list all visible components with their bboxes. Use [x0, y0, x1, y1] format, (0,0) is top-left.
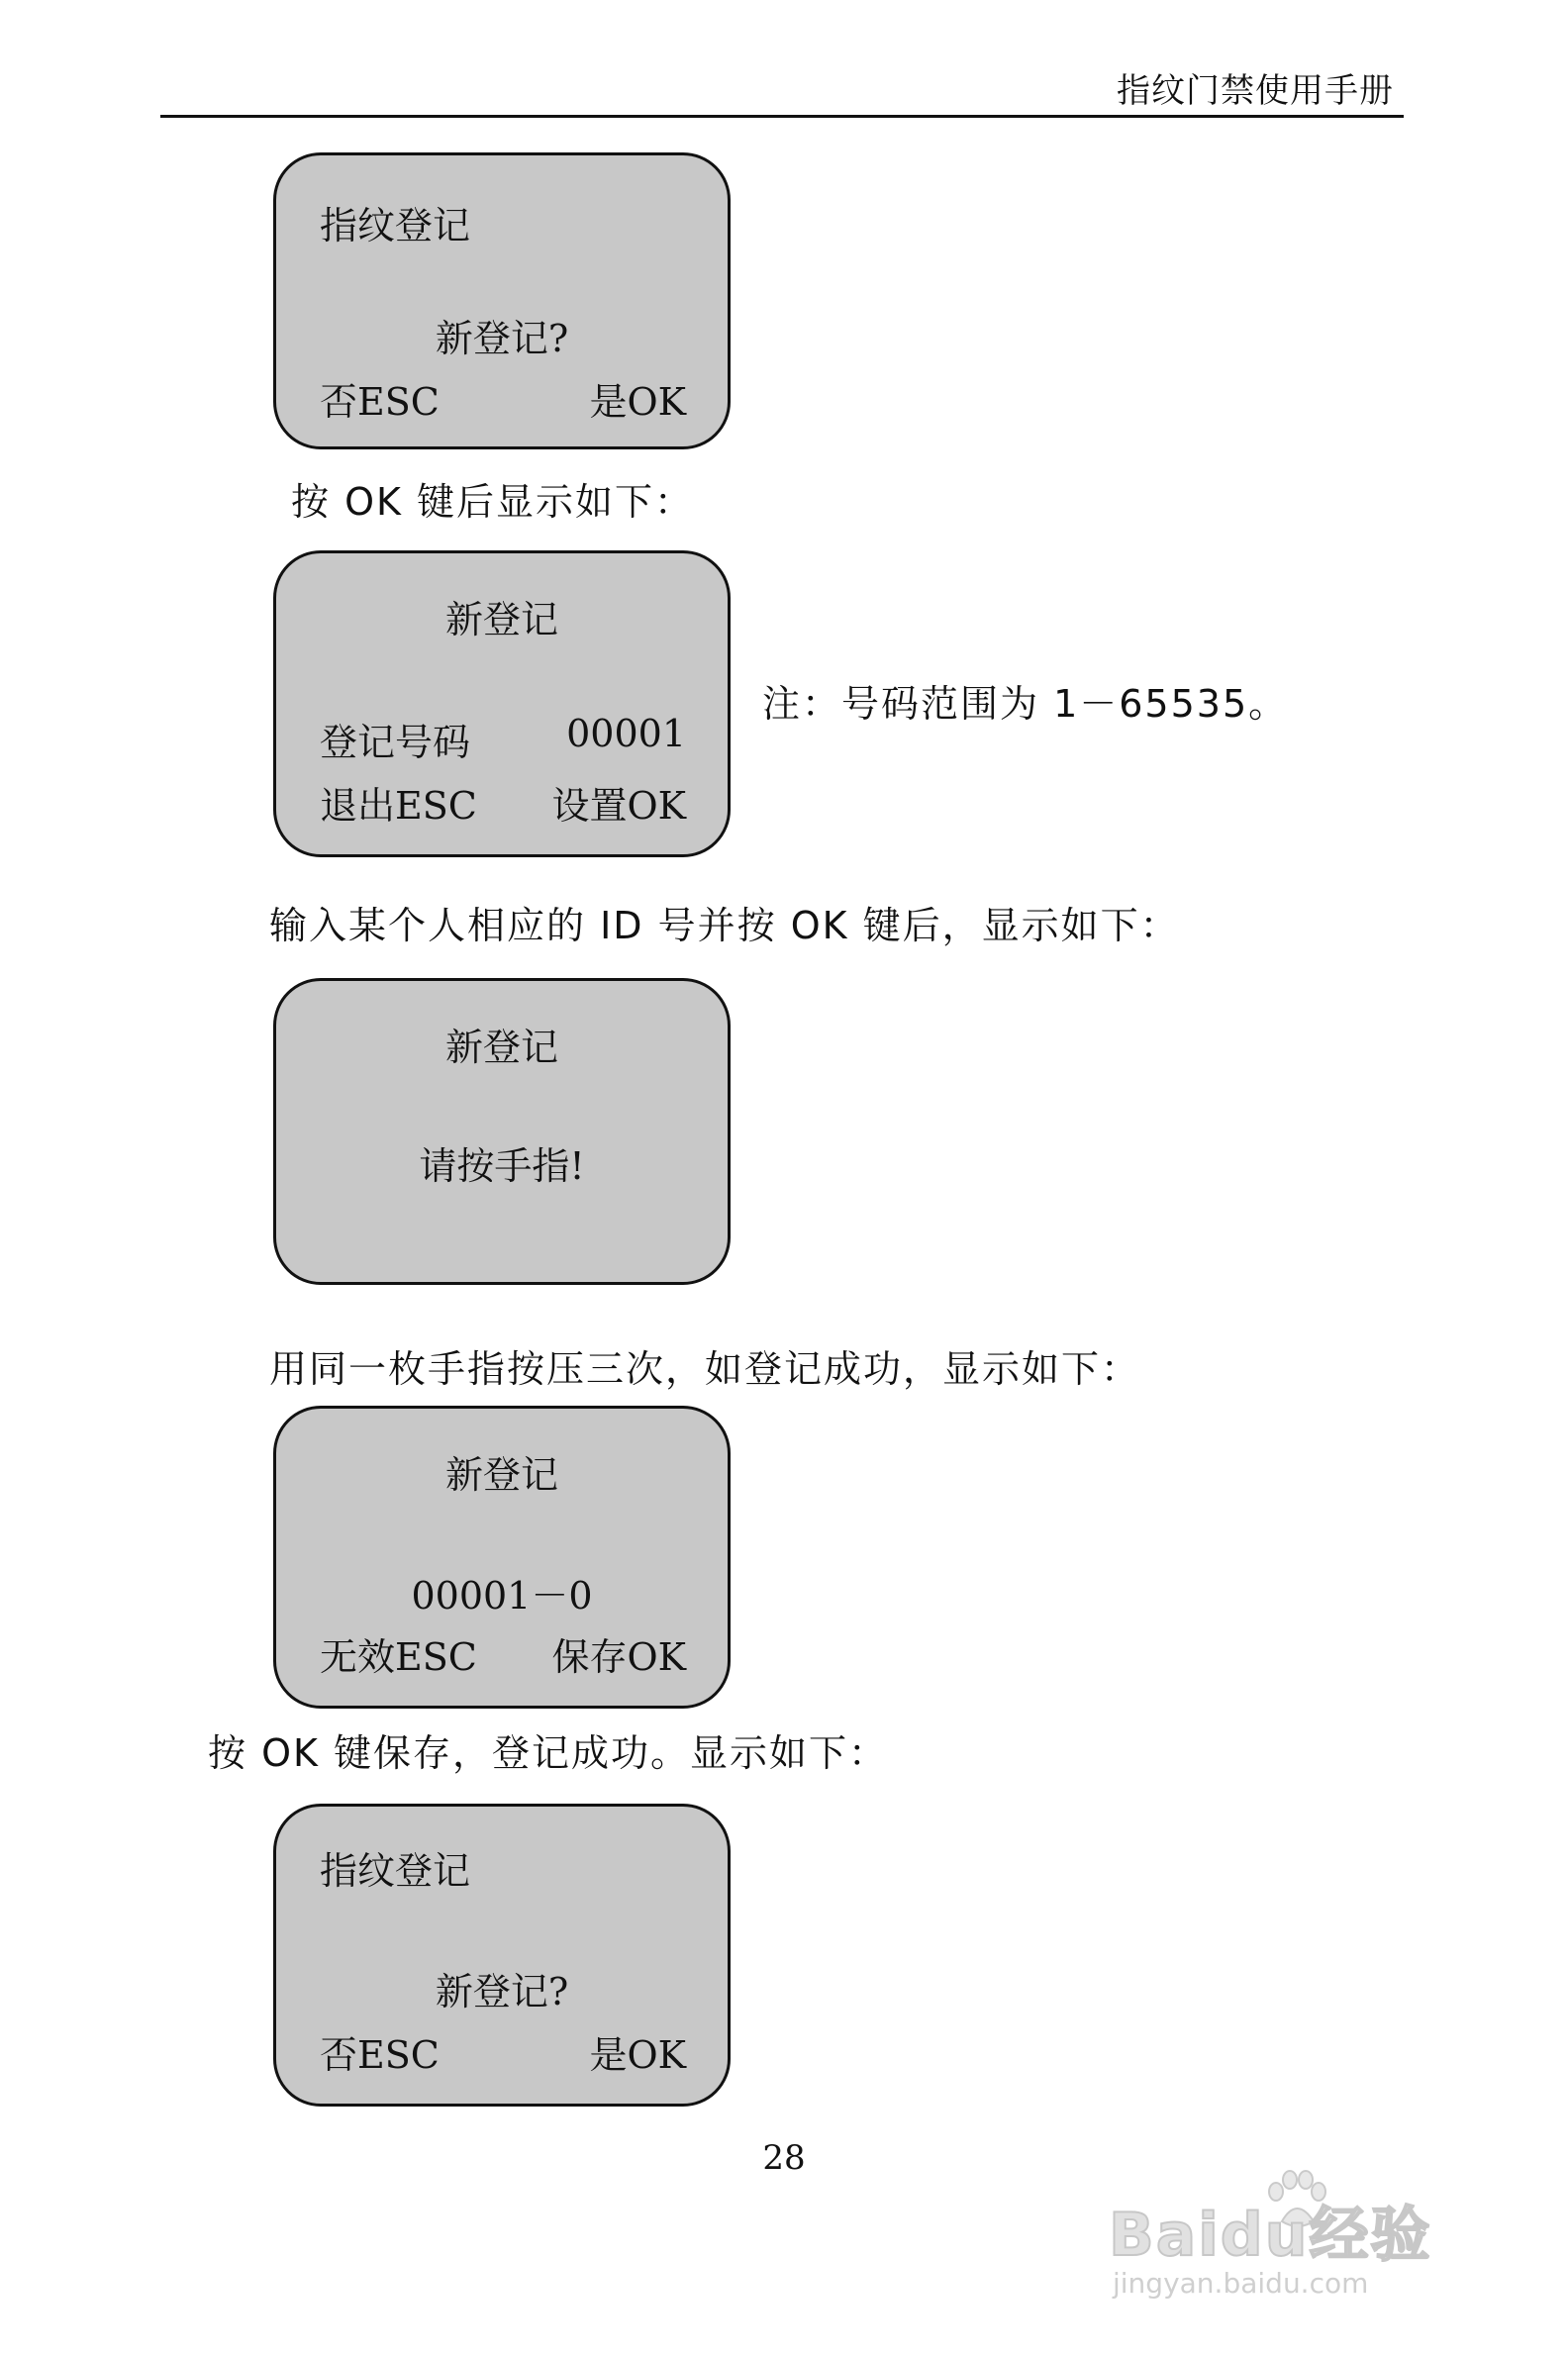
- lcd-right-option: 是OK: [589, 380, 686, 424]
- header-rule: [160, 115, 1404, 118]
- note-id-range: 注：号码范围为 1－65535。: [762, 682, 1289, 726]
- lcd-left-option: 无效ESC: [320, 1635, 477, 1679]
- lcd-right-option: 是OK: [589, 2033, 686, 2077]
- lcd-right-option: 保存OK: [551, 1635, 686, 1679]
- lcd-id-value: 00001: [566, 712, 686, 755]
- page-number: 28: [762, 2138, 806, 2178]
- lcd-screen-new-register-id: [273, 550, 731, 857]
- lcd-title: 新登记: [444, 598, 558, 641]
- lcd-screen-register-prompt: [273, 152, 731, 449]
- lcd-prompt: 新登记?: [435, 317, 569, 360]
- lcd-id-label: 登记号码: [320, 721, 471, 764]
- paragraph-after-ok: 按 OK 键后显示如下：: [291, 480, 694, 524]
- lcd-right-option: 设置OK: [551, 784, 686, 828]
- lcd-prompt: 请按手指!: [419, 1144, 585, 1188]
- paragraph-enter-id: 输入某个人相应的 ID 号并按 OK 键后，显示如下：: [269, 904, 1180, 947]
- paragraph-save: 按 OK 键保存，登记成功。显示如下：: [208, 1731, 888, 1775]
- paragraph-press-three-times: 用同一枚手指按压三次，如登记成功，显示如下：: [269, 1347, 1141, 1391]
- lcd-screen-press-finger: [273, 978, 731, 1285]
- lcd-title: 指纹登记: [320, 1849, 471, 1893]
- lcd-title: 指纹登记: [320, 204, 471, 247]
- lcd-left-option: 退出ESC: [320, 784, 477, 828]
- lcd-left-option: 否ESC: [320, 2033, 440, 2077]
- lcd-title: 新登记: [444, 1453, 558, 1497]
- watermark-url: jingyan.baidu.com: [1113, 2267, 1369, 2300]
- lcd-screen-register-prompt-again: [273, 1804, 731, 2107]
- baidu-watermark: [1109, 2168, 1465, 2300]
- watermark-brand: Baidu经验: [1109, 2201, 1432, 2270]
- lcd-id-value: 00001－0: [411, 1574, 593, 1618]
- running-header: 指纹门禁使用手册: [1117, 71, 1394, 111]
- lcd-title: 新登记: [444, 1026, 558, 1069]
- lcd-screen-register-success: [273, 1406, 731, 1709]
- lcd-prompt: 新登记?: [435, 1970, 569, 2013]
- lcd-left-option: 否ESC: [320, 380, 440, 424]
